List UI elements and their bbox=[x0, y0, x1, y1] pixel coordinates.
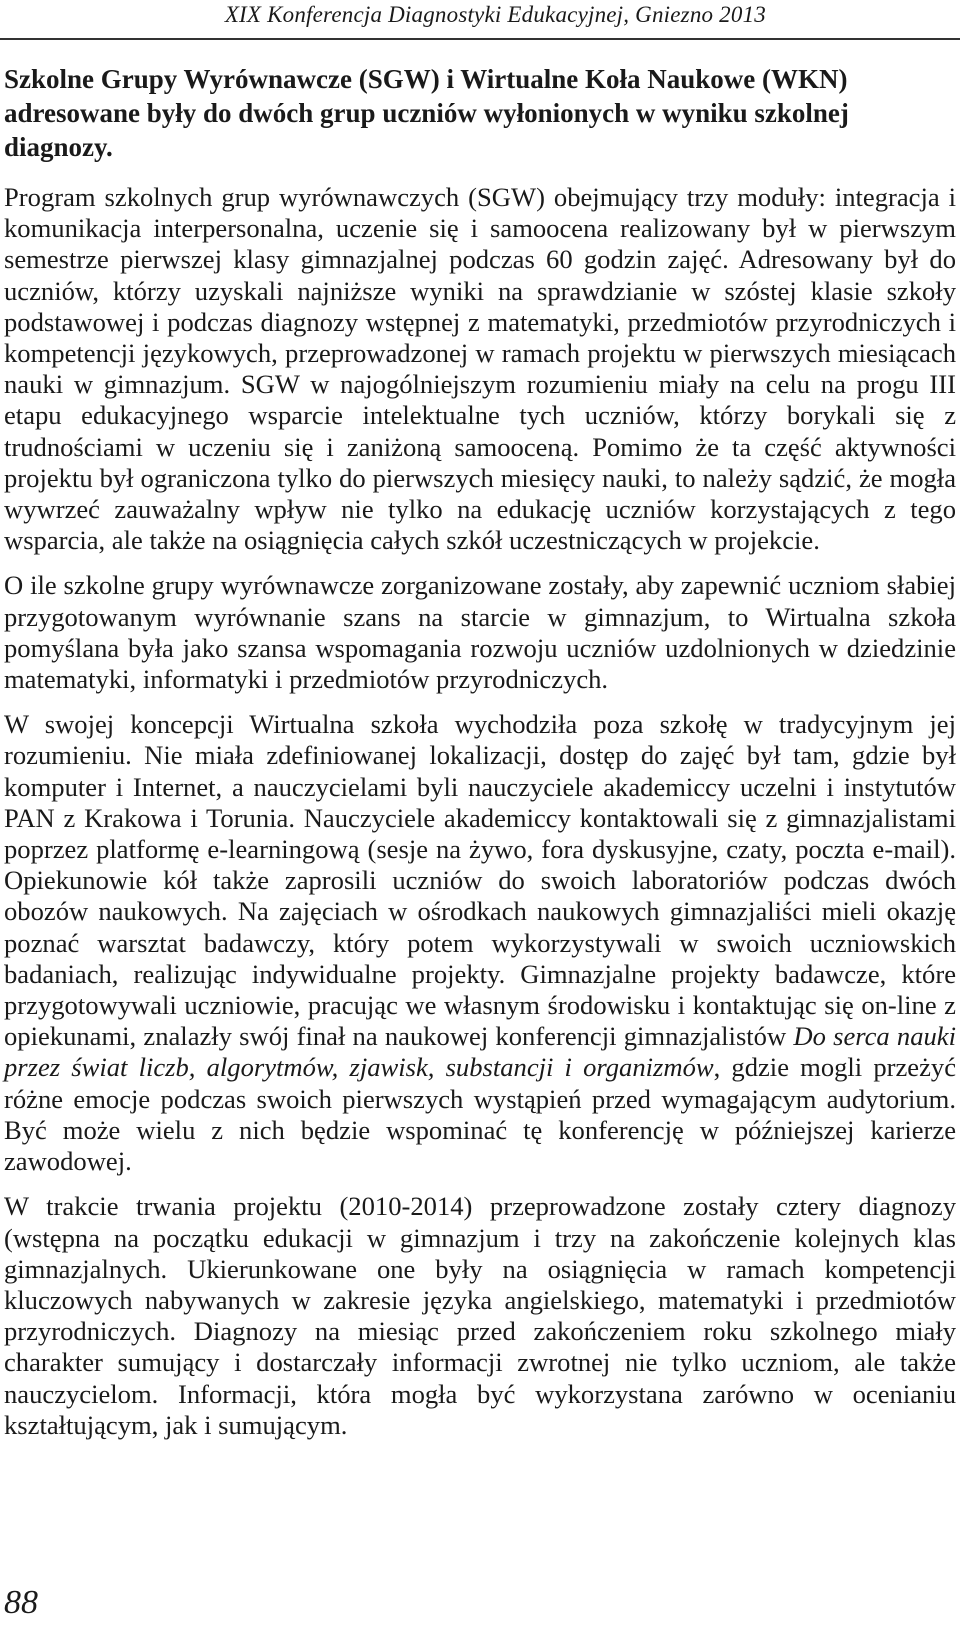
section-title: Szkolne Grupy Wyrównawcze (SGW) i Wirtualne Koła Naukowe (WKN) adresowane były do dwóch grup uczniów wyłonionych w wyniku szkolnej diagnozy. bbox=[4, 64, 849, 162]
paragraph-3-tail: , gdzie mogli przeżyć różne emocje podczas swoich pierwszych wystąpień przed wymagającym audytorium. Być może wielu z nich będzie wspominać tę konferencję w późniejszej karierze zawodowej. bbox=[4, 1052, 956, 1177]
header-rule bbox=[0, 38, 960, 40]
paragraph-3-text: W swojej koncepcji Wirtualna szkoła wychodziła poza szkołę w tradycyjnym jej rozumieniu. Nie miała zdefiniowanej lokalizacji, dostęp do zajęć był tam, gdzie był komputer i Internet, a nauczycielami byli nauczyciele akademiccy uczelni i instytutów PAN z Krakowa i Torunia. Nauczyciele akademiccy kontaktowali się z gimnazjalistami poprzez platformę e-learningową (sesje na żywo, fora dyskusyjne, czaty, poczta e-mail). Opiekunowie kół także zaprosili uczniów do swoich laboratoriów podczas dwóch obozów naukowych. Na zajęciach w ośrodkach naukowych gimnazjaliści mieli okazję poznać warsztat badawczy, który potem wykorzystywali w swoich uczniowskich badaniach, realizując indywidualne projekty. Gimnazjalne projekty badawcze, które przygotowywali uczniowie, pracując we własnym środowisku i kontaktując się on-line z opiekunami, znalazły swój finał na naukowej konferencji gimnazjalistów bbox=[4, 709, 956, 1052]
paragraph-3 bbox=[4, 709, 956, 1177]
page-number: 88 bbox=[4, 1584, 38, 1621]
body-text bbox=[4, 182, 956, 1455]
paragraph-2: O ile szkolne grupy wyrównawcze zorganizowane zostały, aby zapewnić uczniom słabiej przygotowanym wyrównanie szans na starcie w gimnazjum, to Wirtualna szkoła pomyślana była jako szansa wspomagania rozwoju uczniów uzdolnionych w dziedzinie matematyki, informatyki i przedmiotów przyrodniczych. bbox=[4, 570, 956, 695]
paragraph-4: W trakcie trwania projektu (2010-2014) przeprowadzone zostały cztery diagnozy (wstępna na początku edukacji w gimnazjum i trzy na zakończenie kolejnych klas gimnazjalnych. Ukierunkowane one były na osiągnięcia w ramach kompetencji kluczowych nabywanych w zakresie języka angielskiego, matematyki i przedmiotów przyrodniczych. Diagnozy na miesiąc przed zakończeniem roku szkolnego miały charakter sumujący i dostarczały informacji zwrotnej nie tylko uczniom, ale także nauczycielom. Informacji, która mogła być wykorzystana zarówno w ocenianiu kształtującym, jak i sumującym. bbox=[4, 1191, 956, 1440]
paragraph-1: Program szkolnych grup wyrównawczych (SGW) obejmujący trzy moduły: integracja i komunikacja interpersonalna, uczenie się i samoocena realizowany był w pierwszym semestrze pierwszej klasy gimnazjalnej podczas 60 godzin zajęć. Adresowany był do uczniów, którzy uzyskali najniższe wyniki na sprawdzianie w szóstej klasie szkoły podstawowej i podczas diagnozy wstępnej z matematyki, przedmiotów przyrodniczych i kompetencji językowych, przeprowadzonej w ramach projektu w pierwszych miesiącach nauki w gimnazjum. SGW w najogólniejszym rozumieniu miały na celu na progu III etapu edukacyjnego wsparcie intelektualne tych uczniów, którzy borykali się z trudnościami w uczeniu się i zaniżoną samooceną. Pomimo że ta część aktywności projektu był ograniczona tylko do pierwszych miesięcy nauki, to należy sądzić, że mogła wywrzeć zauważalny wpływ nie tylko na edukację uczniów korzystających z tego wsparcia, ale także na osiągnięcia całych szkół uczestniczących w projekcie. bbox=[4, 182, 956, 556]
running-header: XIX Konferencja Diagnostyki Edukacyjnej, Gniezno 2013 bbox=[224, 2, 766, 27]
conference-title: Do serca nauki przez świat liczb, algorytmów, zjawisk, substancji i organizmów bbox=[4, 1021, 956, 1083]
